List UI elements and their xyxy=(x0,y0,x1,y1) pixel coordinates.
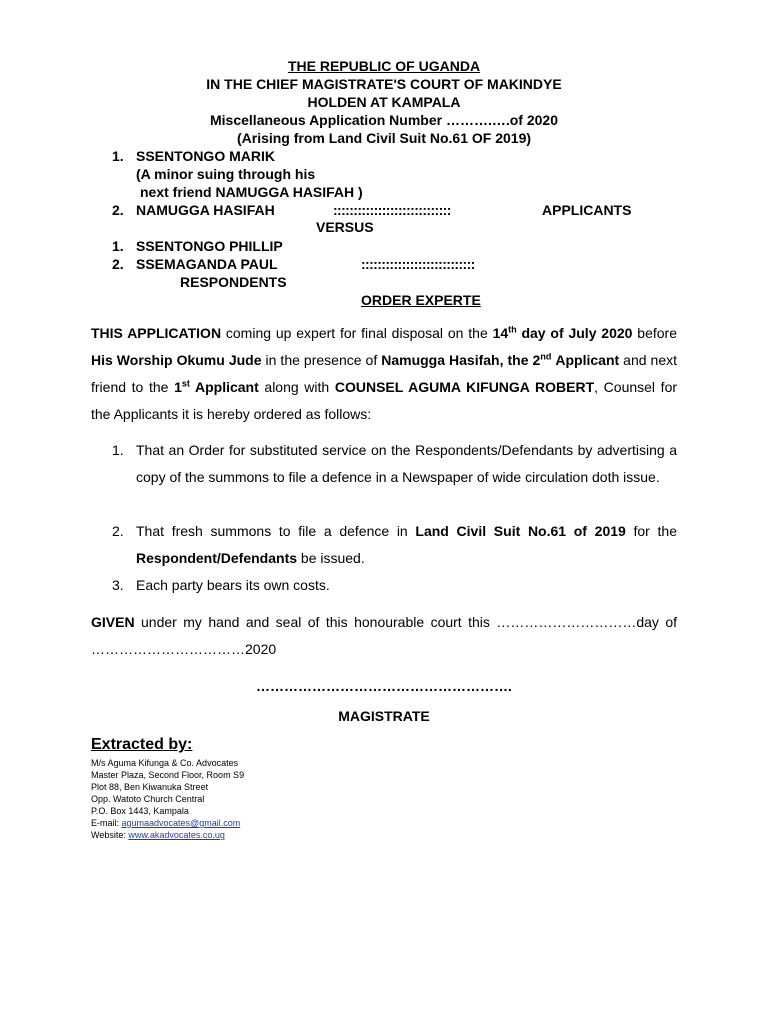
signature-line: ………………………………………………. xyxy=(256,678,512,694)
header-arising: (Arising from Land Civil Suit No.61 OF 2019) xyxy=(236,130,532,146)
header-republic: THE REPUBLIC OF UGANDA xyxy=(287,58,481,74)
respondent-2-separator: :::::::::::::::::::::::::::: xyxy=(361,256,475,272)
website-label: Website: xyxy=(91,830,129,840)
firm-address-line-1: Master Plaza, Second Floor, Room S9 xyxy=(91,770,245,780)
given-paragraph: GIVEN under my hand and seal of this honourable court this …………………………day of ……………………………2020 xyxy=(91,614,677,657)
order-item-2 xyxy=(112,518,677,572)
order-item-1-text: That an Order for substituted service on the Respondents/Defendants by advertising a copy of the summons to file a defence in a Newspaper of wide circulation doth issue. xyxy=(136,442,677,485)
email-link[interactable]: agumaadvocates@gmail.com xyxy=(121,818,241,828)
firm-name: M/s Aguma Kifunga & Co. Advocates xyxy=(91,758,239,768)
header-application-number: Miscellaneous Application Number ……….….of 2020 xyxy=(210,112,558,128)
applicant-2-separator: ::::::::::::::::::::::::::::: xyxy=(333,202,451,218)
extracted-by-heading: Extracted by: xyxy=(91,736,193,753)
order-item-3-text: Each party bears its own costs. xyxy=(136,577,330,593)
order-item-3 xyxy=(112,572,677,599)
magistrate-label: MAGISTRATE xyxy=(338,708,430,724)
email-label: E-mail: xyxy=(91,818,122,828)
applicant-1-note: (A minor suing through his xyxy=(136,166,316,182)
respondent-1-number: 1. xyxy=(112,238,124,254)
website-link[interactable]: www.akadvocates.co.ug xyxy=(128,830,225,840)
order-item-1 xyxy=(112,437,677,518)
order-title: ORDER EXPERTE xyxy=(361,292,481,308)
order-item-2-text: That fresh summons to file a defence in Land Civil Suit No.61 of 2019 for the Respondent/Defendants be issued. xyxy=(136,523,677,566)
firm-address-line-2: Plot 88, Ben Kiwanuka Street xyxy=(91,782,209,792)
firm-email-row xyxy=(91,817,240,829)
respondent-1-name: SSENTONGO PHILLIP xyxy=(136,238,283,254)
intro-paragraph: THIS APPLICATION coming up expert for final disposal on the 14th day of July 2020 before His Worship Okumu Jude in the presence of Namugga Hasifah, the 2nd Applicant and next friend to the 1st Applicant along with COUNSEL AGUMA KIFUNGA ROBERT, Counsel for the Applicants it is hereby ordered as follows: xyxy=(91,324,678,422)
applicant-2-number: 2. xyxy=(112,202,124,218)
applicants-label: APPLICANTS xyxy=(542,202,632,218)
header-holden: HOLDEN AT KAMPALA xyxy=(307,94,461,110)
order-item-2-number: 2. xyxy=(112,523,124,539)
respondents-label: RESPONDENTS xyxy=(180,274,287,290)
applicant-1-name: SSENTONGO MARIK xyxy=(136,148,275,164)
order-item-3-number: 3. xyxy=(112,577,124,593)
order-item-1-number: 1. xyxy=(112,442,124,458)
firm-website-row xyxy=(91,829,225,841)
firm-po-box: P.O. Box 1443, Kampala xyxy=(91,806,189,816)
versus-label: VERSUS xyxy=(316,219,374,235)
respondent-2-number: 2. xyxy=(112,256,124,272)
respondent-2-name: SSEMAGANDA PAUL xyxy=(136,256,278,272)
firm-address-line-3: Opp. Watoto Church Central xyxy=(91,794,205,804)
header-court: IN THE CHIEF MAGISTRATE'S COURT OF MAKINDYE xyxy=(206,76,562,92)
applicant-2-name: NAMUGGA HASIFAH xyxy=(136,202,275,218)
applicant-1-note-next-friend: next friend NAMUGGA HASIFAH ) xyxy=(140,184,363,200)
applicant-1-number: 1. xyxy=(112,148,124,164)
